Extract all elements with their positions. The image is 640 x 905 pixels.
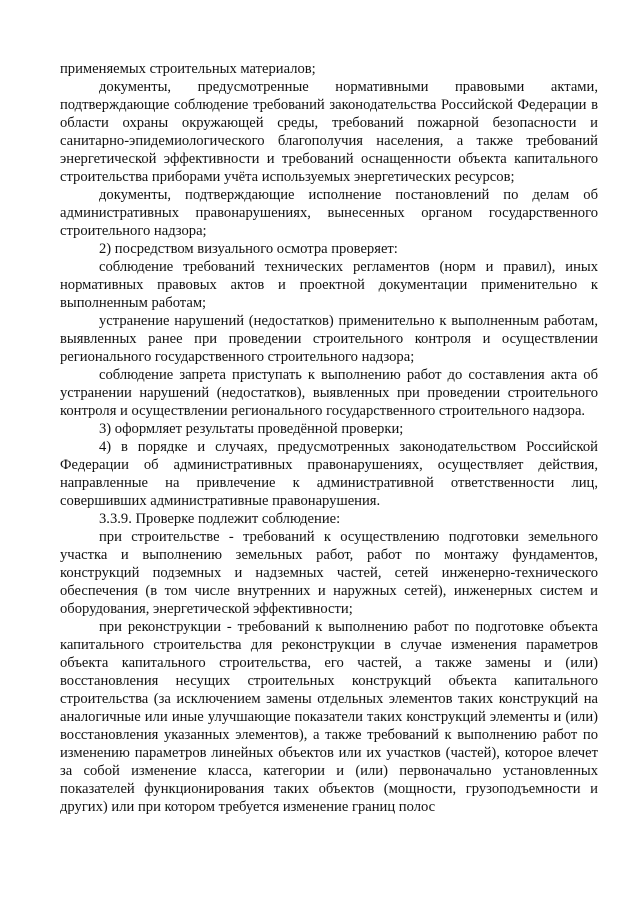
paragraph-documents-regulatory: документы, предусмотренные нормативными правовыми актами, подтверждающие соблюдение требований законодательства Российской Федерации в области охраны окружающей среды, требований пожарной безопасности и санитарно-эпидемиологического благополучия населения, а также требований энергетической эффективности и требований оснащенности объекта капитального строительства приборами учёта используемых энергетических ресурсов;: [60, 79, 598, 185]
paragraph-item-4-administrative: 4) в порядке и случаях, предусмотренных законодательством Российской Федерации об административных правонарушениях, осуществляет действия, направленные на привлечение к административной ответственности лиц, совершивших административные правонарушения.: [60, 439, 598, 509]
paragraph-reconstruction-requirements: при реконструкции - требований к выполнению работ по подготовке объекта капитального строительства для реконструкции в случае изменения параметров объекта капитального строительства, его частей, а также замены и (или) восстановления несущих строительных конструкций объекта капитального строительства (за исключением замены отдельных элементов таких конструкций на аналогичные или иные улучшающие показатели таких конструкций элементы и (или) восстановления указанных элементов), а также требований к выполнению работ по изменению параметров линейных объектов или их участков (частей), которое влечет за собой изменение класса, категории и (или) первоначально установленных показателей функционирования таких объектов (мощности, грузоподъемности и других) или при котором требуется изменение границ полос: [60, 619, 598, 815]
paragraph-item-3-results: 3) оформляет результаты проведённой проверки;: [99, 421, 404, 437]
paragraph-work-prohibition: соблюдение запрета приступать к выполнению работ до составления акта об устранении нарушений (недостатков), выявленных при проведении строительного контроля и осуществлении регионального государственного строительного надзора.: [60, 367, 598, 419]
paragraph-defect-elimination: устранение нарушений (недостатков) применительно к выполненным работам, выявленных ранее при проведении строительного контроля и осуществлении регионального государственного строительного надзора;: [60, 313, 598, 365]
document-page: [60, 60, 598, 816]
paragraph-section-3-3-9: 3.3.9. Проверке подлежит соблюдение:: [99, 511, 341, 527]
paragraph-documents-resolutions: документы, подтверждающие исполнение постановлений по делам об административных правонарушениях, вынесенных органом государственного строительного надзора;: [60, 187, 598, 239]
paragraph-construction-requirements: при строительстве - требований к осуществлению подготовки земельного участка и выполнению земельных работ, работ по монтажу фундаментов, конструкций подземных и надземных частей, сетей инженерно-технического обеспечения (в том числе внутренних и наружных сетей), инженерных систем и оборудования, энергетической эффективности;: [60, 529, 598, 617]
paragraph-item-2-visual-inspection: 2) посредством визуального осмотра проверяет:: [99, 241, 398, 257]
paragraph-compliance-regulations: соблюдение требований технических регламентов (норм и правил), иных нормативных правовых актов и проектной документации применительно к выполненным работам;: [60, 259, 598, 311]
paragraph-continuation: применяемых строительных материалов;: [60, 61, 316, 77]
